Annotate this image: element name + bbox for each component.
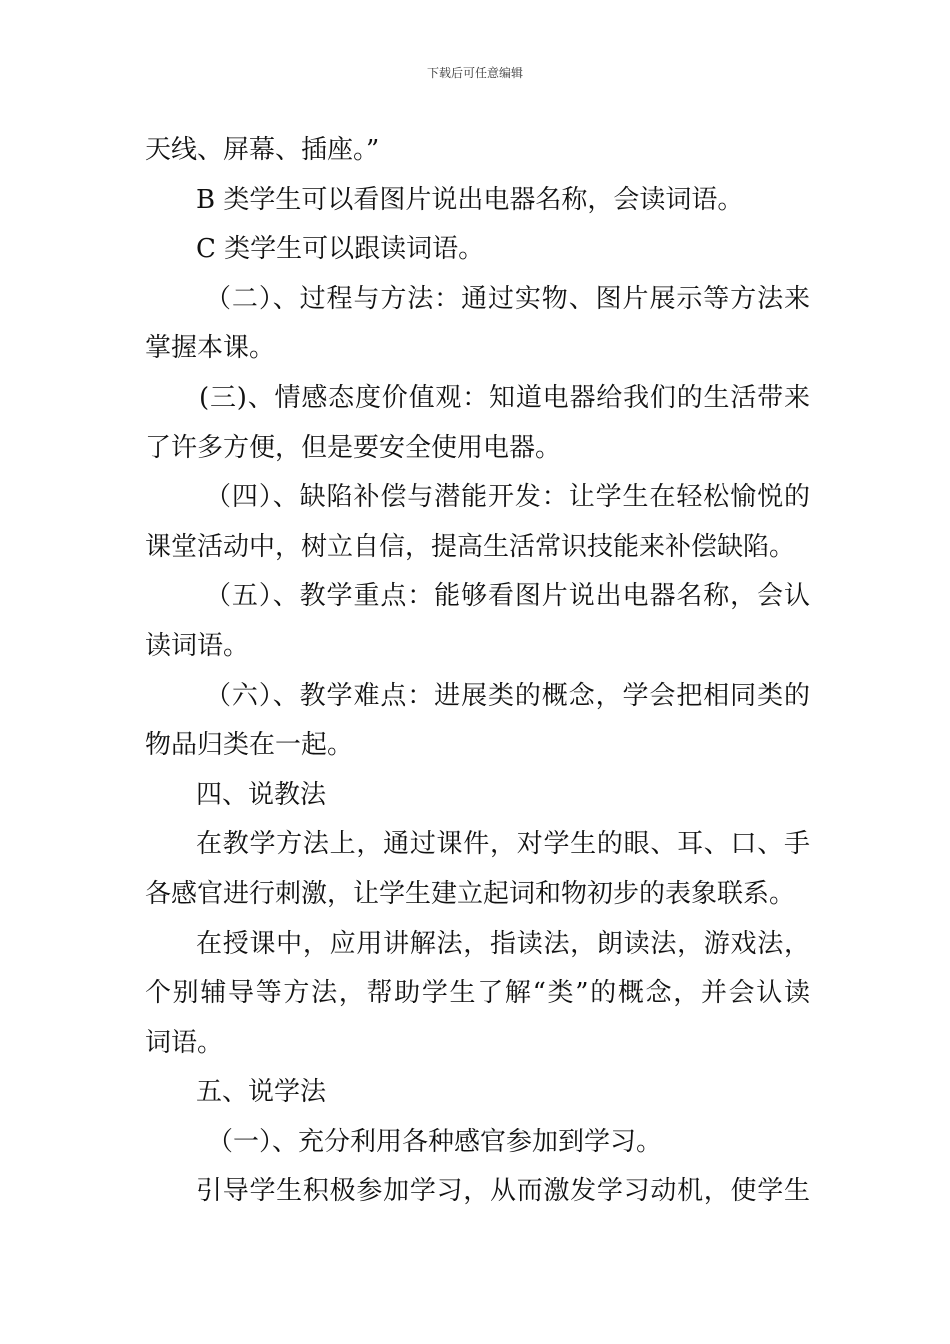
text-line: （二）、过程与方法：通过实物、图片展示等方法来 [205, 283, 810, 314]
text-line: 词语。 [145, 1027, 224, 1058]
text-line: （六）、教学难点：进展类的概念，学会把相同类的 [205, 680, 810, 711]
text-line: 在教学方法上，通过课件，对学生的眼、耳、口、手 [196, 829, 810, 860]
document-body [145, 126, 810, 1217]
text-line: 天线、屏幕、插座。” [145, 135, 380, 165]
text-line: 物品归类在一起。 [145, 730, 354, 761]
text-line: 各感官进行刺激，让学生建立起词和物初步的表象联系。 [145, 878, 796, 909]
page-header: 下载后可任意编辑 [426, 66, 523, 80]
text-line: （一）、充分利用各种感官参加到学习。 [207, 1126, 663, 1157]
text-line: （五）、教学重点：能够看图片说出电器名称，会认 [205, 581, 810, 612]
text-line: (三)、情感态度价值观：知道电器给我们的生活带来 [199, 382, 810, 413]
text-line: 引导学生积极参加学习，从而激发学习动机，使学生 [196, 1176, 810, 1207]
text-line: 掌握本课。 [145, 333, 276, 364]
section-heading: 四、说教法 [196, 779, 327, 810]
text-line: 个别辅导等方法，帮助学生了解“类”的概念，并会认读 [145, 978, 810, 1009]
text-line: 课堂活动中，树立自信，提高生活常识技能来补偿缺陷。 [145, 531, 796, 562]
text-line: （四）、缺陷补偿与潜能开发：让学生在轻松愉悦的 [205, 482, 810, 513]
text-line: 在授课中，应用讲解法，指读法，朗读法，游戏法， [196, 928, 810, 959]
section-heading: 五、说学法 [196, 1077, 327, 1108]
text-line: 读词语。 [145, 630, 250, 661]
text-line: C 类学生可以跟读词语。 [196, 234, 485, 265]
text-line: B 类学生可以看图片说出电器名称，会读词语。 [196, 184, 744, 215]
text-line: 了许多方便，但是要安全使用电器。 [145, 432, 562, 463]
